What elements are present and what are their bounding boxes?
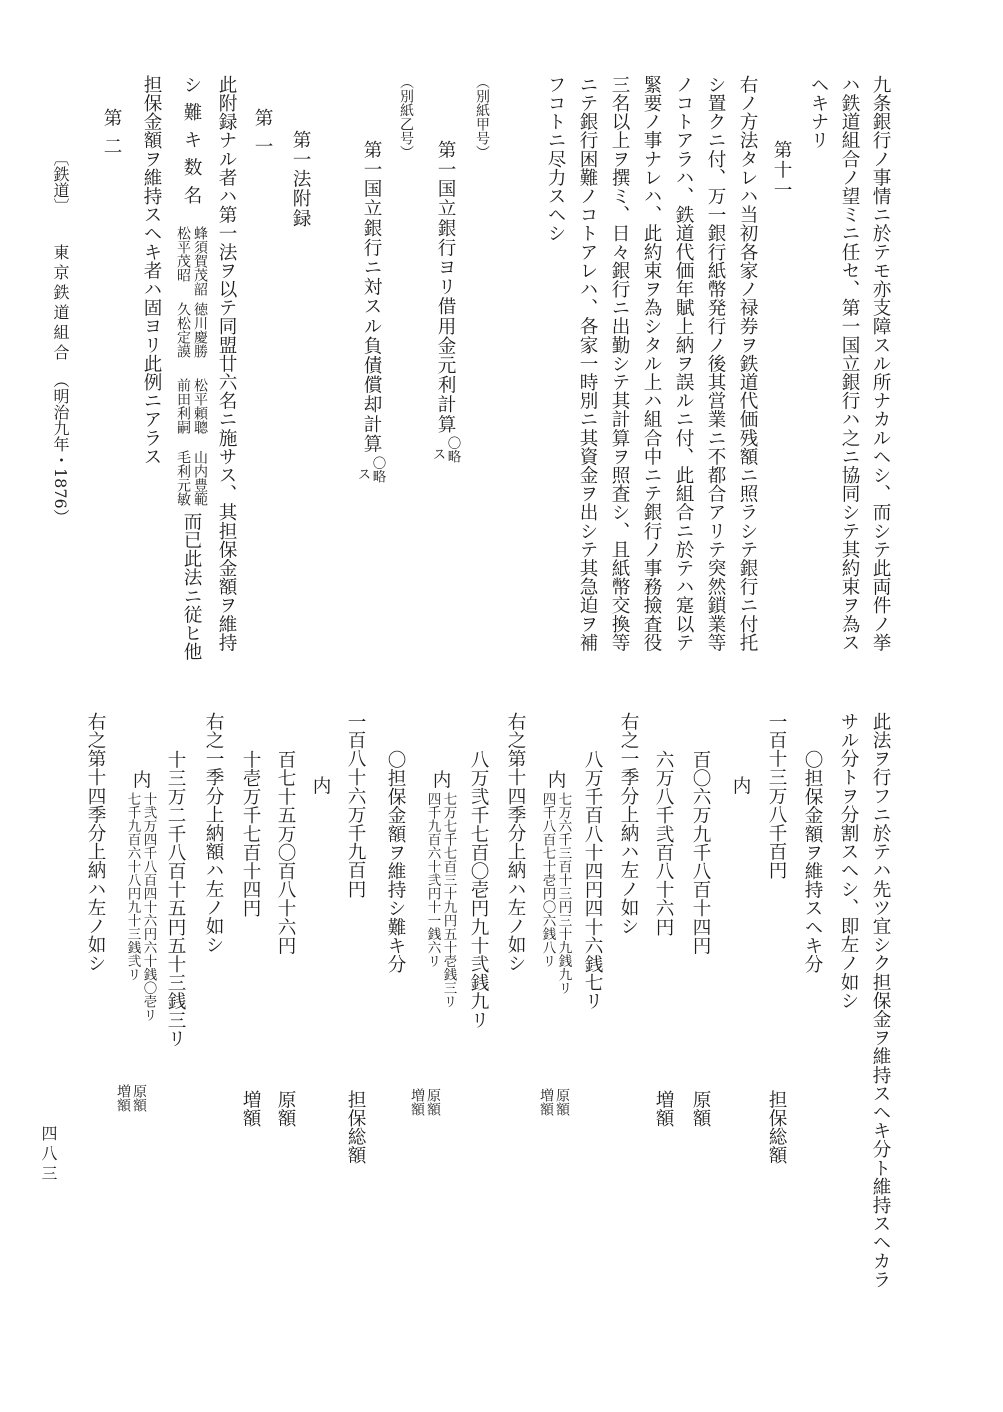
- allocation-intro-2: サル分トヲ分割スヘシ、即左ノ如シ: [838, 712, 859, 1010]
- member-name: 久松定謨: [175, 302, 191, 358]
- attachment-b-note-right: 〇略: [369, 456, 386, 483]
- attachment-a-title: 第一国立銀行ヨリ借用金元利計算: [435, 140, 456, 434]
- member-name: 前田利嗣: [175, 378, 191, 434]
- non-maintainable-q1-heading: 右之一季分上納額ハ左ノ如シ: [203, 712, 224, 954]
- non-maintainable-q1-original-label: 原額: [131, 1084, 147, 1112]
- attachment-b-note-left: ス: [354, 467, 371, 481]
- article-11-line-6: ニテ銀行困難ノコトアレハ、各家一時別ニ其資金ヲ出シテ其急迫ヲ補: [577, 75, 598, 652]
- non-maintainable-breakdown-label: 内: [310, 776, 331, 795]
- article-11-line-5: 三名以上ヲ撰ミ、日々銀行ニ出勤シテ其計算ヲ照査シ、且紙幣交換等: [609, 75, 630, 652]
- attachment-a-note-left: ス: [429, 447, 446, 461]
- non-maintainable-original: 百七十五万〇百八十六円: [275, 750, 296, 955]
- maintainable-heading: 〇担保金額ヲ維持スヘキ分: [802, 750, 823, 974]
- maintainable-q1-increase-label: 増額: [538, 1088, 554, 1116]
- maintainable-q1-increase: 四千八百七十壱円〇六銭八リ: [539, 792, 556, 968]
- non-maintainable-q1-increase-label: 増額: [115, 1084, 131, 1112]
- member-name: 徳川慶勝: [192, 302, 208, 358]
- maintainable-increase-label: 増額: [653, 1090, 674, 1128]
- non-maintainable-q1-original: 十弐万四千八百四十六円六十銭〇壱リ: [140, 792, 157, 1022]
- page-number: 四八三: [39, 1125, 58, 1185]
- running-head-era: （明治九年・1876）: [51, 372, 70, 525]
- non-maintainable-total: 一百八十六万千九百円: [345, 712, 366, 898]
- attachment-a-label: （別紙甲号）: [474, 75, 490, 159]
- non-maintainable-total-label: 担保総額: [345, 1090, 366, 1165]
- attachment-a-note-right: 〇略: [444, 436, 461, 463]
- maintainable-q14-increase-label: 増額: [409, 1088, 425, 1116]
- running-head-title: 東京鉄道組合: [51, 244, 70, 364]
- non-maintainable-heading: 〇担保金額ヲ維持シ難キ分: [385, 750, 406, 974]
- article-10-line-2: ハ鉄道組合ノ望ミニ任セ、第一国立銀行ハ之ニ協同シテ其約束ヲ為ス: [839, 75, 860, 652]
- member-name: 蜂須賀茂韶: [192, 226, 208, 296]
- maintainable-q1-breakdown-label: 内: [545, 770, 566, 789]
- maintainable-q1-heading: 右之一季分上納ハ左ノ如シ: [618, 712, 639, 936]
- article-11-line-2: シ置クニ付、万一銀行紙幣発行ノ後其営業ニ不都合アリテ突然鎖業等: [705, 75, 726, 652]
- maintainable-q14-original-label: 原額: [425, 1088, 441, 1116]
- appendix-line-1: 此附録ナル者ハ第一法ヲ以テ同盟廿六名ニ施サス、其担保金額ヲ維持: [216, 75, 237, 652]
- attachment-b-label: （別紙乙号）: [398, 75, 414, 159]
- non-maintainable-q1-increase: 七千九百六十八円九十三銭弐リ: [124, 792, 141, 981]
- attachment-b-title: 第一国立銀行ニ対スル負債償却計算: [361, 140, 382, 454]
- maintainable-q1-original-label: 原額: [554, 1088, 570, 1116]
- article-10-line-1: 九条銀行ノ事情ニ於テモ亦支障スル所ナカルヘシ、而シテ此両件ノ挙: [870, 75, 891, 652]
- non-maintainable-q1-total: 十三万二千八百十五円五十三銭三リ: [165, 750, 186, 1048]
- non-maintainable-q1-breakdown-label: 内: [130, 770, 151, 789]
- non-maintainable-increase: 十壱万千七百十四円: [240, 750, 261, 918]
- article-11-line-7: フコトニ尽力スヘシ: [545, 75, 566, 243]
- maintainable-total: 一百十三万八千百円: [766, 712, 787, 880]
- maintainable-breakdown-label: 内: [730, 776, 751, 795]
- non-maintainable-q14-heading: 右之第十四季分上納ハ左ノ如シ: [85, 712, 106, 973]
- member-name: 松平頼聰: [192, 378, 208, 434]
- maintainable-total-label: 担保総額: [766, 1090, 787, 1165]
- maintainable-q14-increase: 四千九百六十弐円十一銭六リ: [424, 792, 441, 968]
- maintainable-q1-original: 七万六千三百十三円三十九銭九リ: [555, 792, 572, 995]
- non-maintainable-increase-label: 増額: [240, 1090, 261, 1128]
- article-11-line-4: 緊要ノ事ナレハ、此約束ヲ為シタル上ハ組合中ニテ銀行ノ事務撿査役: [641, 75, 662, 652]
- member-name: 毛利元敏: [175, 450, 191, 506]
- maintainable-q14-total: 八万弐千七百〇壱円九十弐銭九リ: [468, 750, 489, 1029]
- maintainable-original: 百〇六万九千八百十四円: [690, 750, 711, 955]
- appendix-line-2-start: シ難キ数名: [181, 75, 202, 213]
- maintainable-q14-original: 七万七千七百三十九円五十壱銭三リ: [440, 792, 457, 1008]
- appendix-line-3: 担保金額ヲ維持スヘキ者ハ固ヨリ此例ニアラス: [141, 75, 162, 466]
- article-11-line-3: ノコトアラハ、鉄道代価年賦上納ヲ誤ルニ付、此組合ニ於テハ寔以テ: [673, 75, 694, 652]
- appendix-heading: 第一法附録: [290, 130, 311, 228]
- maintainable-original-label: 原額: [690, 1090, 711, 1128]
- article-11-line-1: 右ノ方法タレハ当初各家ノ禄券ヲ鉄道代価残額ニ照ラシテ銀行ニ付托: [737, 75, 758, 652]
- non-maintainable-original-label: 原額: [275, 1090, 296, 1128]
- allocation-intro-1: 此法ヲ行フニ於テハ先ツ宜シク担保金ヲ維持スヘキ分ト維持スヘカラ: [870, 712, 891, 1289]
- maintainable-q14-heading: 右之第十四季分上納ハ左ノ如シ: [505, 712, 526, 973]
- maintainable-increase: 六万八千弐百八十六円: [653, 750, 674, 936]
- appendix-section-first: 第一: [252, 108, 273, 166]
- running-head-section: 〔鉄道〕: [51, 150, 70, 214]
- maintainable-q14-breakdown-label: 内: [430, 770, 451, 789]
- member-name: 松平茂昭: [175, 226, 191, 282]
- appendix-section-second: 第二: [101, 108, 122, 166]
- member-name: 山内豊範: [192, 450, 208, 506]
- article-10-line-3: ヘキナリ: [808, 75, 829, 150]
- article-11-heading: 第十一: [771, 140, 792, 201]
- appendix-line-2-end: 而已此法ニ従ヒ他: [181, 512, 202, 661]
- maintainable-q1-total: 八万千百八十四円四十六銭七リ: [582, 750, 603, 1011]
